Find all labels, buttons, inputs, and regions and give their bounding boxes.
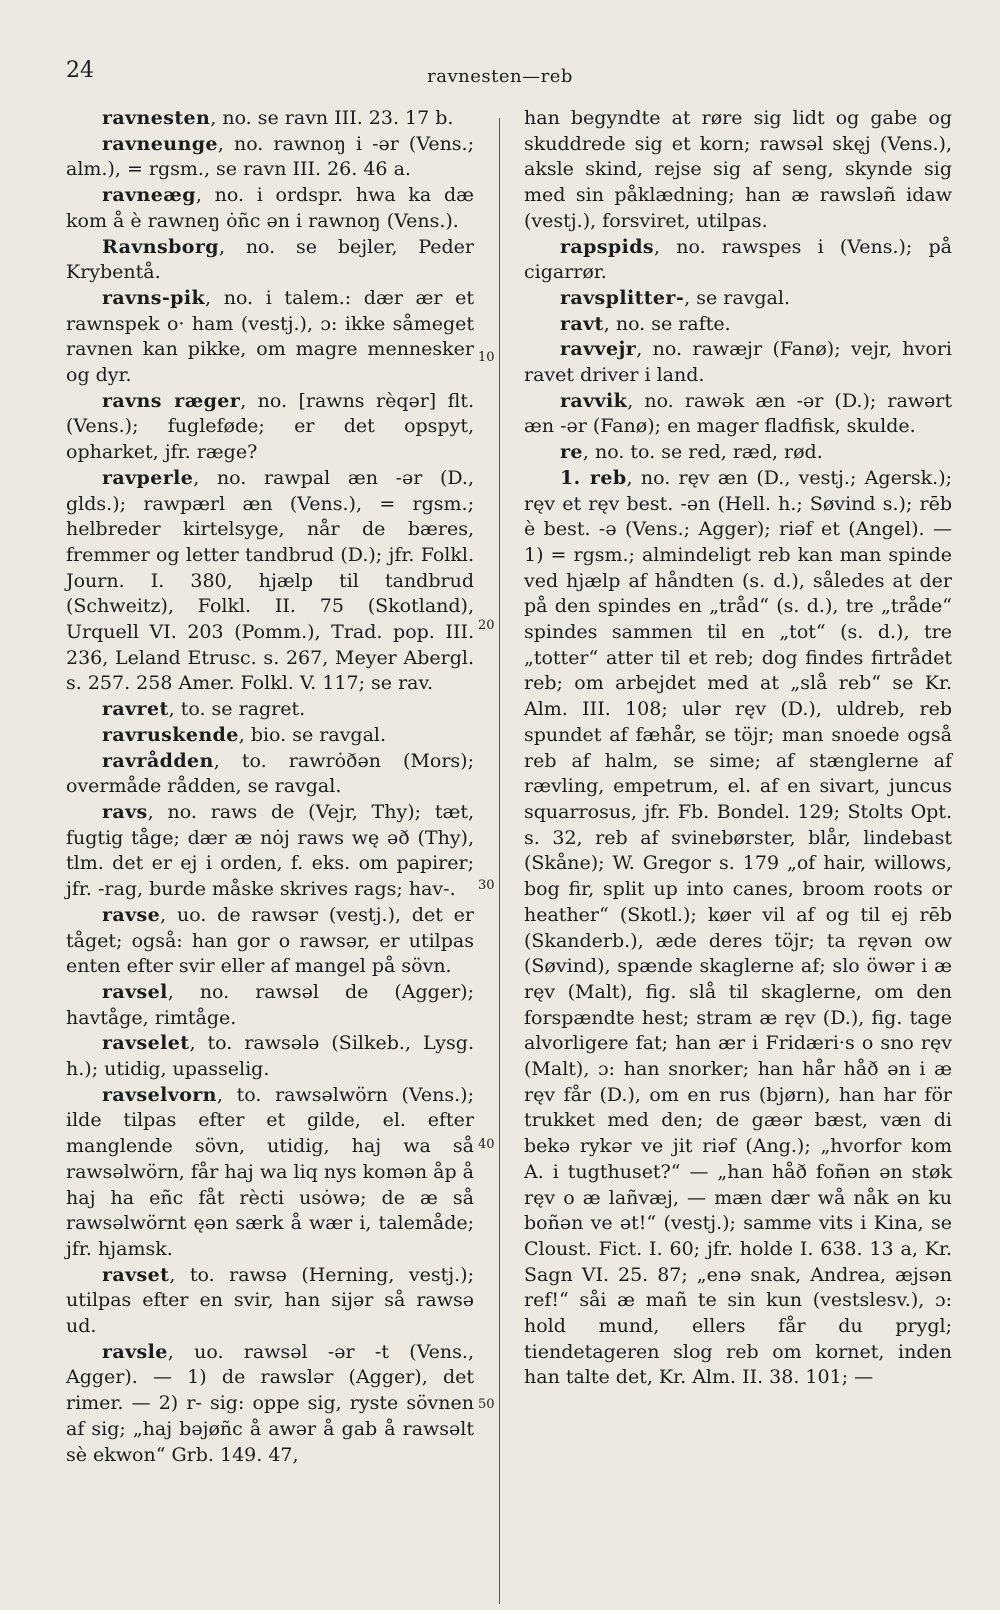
entry-ravse [66, 903, 474, 980]
headword: ravnesten [102, 107, 211, 129]
entry-text: , uo. rawsəl -ər -t (Vens., Agger). — 1) de rawslər (Agger), det rimer. — 2) r- sig: oppe sig, ryste sövnen af sig; „haj bəjøñc å awər å gab å rawsəlt sè ekwon“ Grb. 149. 47, [66, 1340, 474, 1466]
entry-text: , to. rawsələ (Silkeb., Lysg. h.); utidig, upasselig. [66, 1032, 474, 1081]
entry-text: , bio. se ravgal. [238, 723, 387, 746]
entry-text: , to. se ragret. [168, 698, 306, 721]
headword: ravneæg [102, 184, 196, 207]
entry-ravnesten [66, 106, 474, 132]
headword: ravns-pik [102, 286, 206, 309]
entry-text: , no. rawək æn -ər (D.); rawərt æn -ər (Fanø); en mager fladfisk, skulde. [524, 389, 952, 438]
page-number: 24 [66, 58, 94, 83]
line-number-20: 20 [478, 618, 495, 633]
entry-text: , no. i ordspr. hwa ka dæ kom å è rawneŋ ȯñc ən i rawnoŋ (Vens.). [66, 184, 474, 232]
right-column [524, 106, 952, 1391]
entry-text: , no. rawpal æn -ər (D., glds.); rawpærl æn (Vens.), = rgsm.; helbreder kirtelsyge, når de bæres, fremmer og letter tandbrud (D.); jfr. Folkl. Journ. I. 380, hjælp til tandbrud (Schweitz), Folkl. II. 75 (Skotland), Urquell VI. 203 (Pomm.), Trad. pop. III. 236, Leland Etrusc. s. 267, Meyer Abergl. s. 257. 258 Amer. Folkl. V. 117; se rav. [66, 466, 474, 695]
entry-ravsle [66, 1340, 474, 1469]
headword: Ravnsborg [102, 235, 219, 258]
headword: ravset [102, 1263, 170, 1286]
headword: ravselet [102, 1032, 190, 1055]
headword: ravselvorn [102, 1083, 217, 1106]
entry-ravneaeg [66, 183, 474, 234]
entry-text: , no. raws de (Vejr, Thy); tæt, fugtig tåge; dær æ nȯj raws wę əð (Thy), tlm. det er ej i orden, f. eks. om papirer; jfr. -rag, burde måske skrives rags; hav-. [66, 800, 474, 901]
headword: ravvik [560, 389, 628, 412]
entry-text: han begyndte at røre sig lidt og gabe og skuddrede sig et korn; rawsəl skęj (Vens.), aksle skind, rejse sig af seng, skynde sig med sin påklædning; han æ rawsləñ idaw (vestj.), forsviret, utilpas. [524, 107, 952, 232]
entry-rapspids [524, 235, 952, 286]
entry-re [524, 440, 952, 466]
headword: 1. reb [560, 466, 627, 489]
headword: ravret [102, 698, 169, 721]
entry-ravneunge [66, 132, 474, 183]
entry-ravselet [66, 1031, 474, 1082]
entry-text: , no. rawæjr (Fanø); vejr, hvori ravet driver i land. [524, 338, 952, 387]
headword: ravneunge [102, 132, 218, 155]
entry-text: , no. ręv æn (D., vestj.; Agersk.); ręv et ręv best. -ən (Hell. h.; Søvind s.); rēb è best. -ə (Vens.; Agger); riəf et (Angel). — 1) = rgsm.; almindeligt reb kan man spinde ved hjælp af håndten (s. d.), således at der på den spindes en „tråd“ (s. d.), tre „tråde“ spindes sammen til en „tot“ (s. d.), tre „totter“ atter til et reb; dog findes firtrådet reb; om arbejdet med at „slå reb“ se Kr. Alm. III. 108; ulər ręv (D.), uldreb, reb spundet af fæhår, se töjr; man snoede også reb af halm, se sime; af stænglerne af rævling, empetrum, el. af en sivart, juncus squarrosus, jfr. Fb. Bondel. 129; Stolts Opt. s. 32, reb af svinebørster, blår, lindebast (Skåne); W. Gregor s. 179 „of hair, willows, bog fir, split up into canes, broom roots or heather“ (Skotl.); køer vil af og til ej rēb (Skanderb.), æde deres töjr; ta ręvən ow (Søvind), spænde skaglerne af; slo öwər i æ ręv (Malt), fig. slå til skaglerne, om den forspændte hest; stram æ ręv (D.), fig. tage alvorligere fat; han ær i Fridæri·s o sno ręv (Malt), ɔ: han snorker; han hår håð ən i æ ręv får (D.), om en rus (bjørn), han har för trukket med den; de gæər bæst, væn di bekə rykər ve jit riəf (Ang.); „hvorfor kom A. i tugthuset?“ — „han håð foñən ən støk ręv o æ lañvæj, — mæn dær wå nåk ən ku boñən ve ət!“ (vestj.); samme vits i Kina, se Cloust. Fict. I. 60; jfr. holde I. 638. 13 a, Kr. Sagn VI. 25. 87; „enə snak, Andrea, æjsən ref!“ såi æ mañ te sin kun (vestslesv.), ɔ: hold mund, ellers får du prygl; tiendetageren slog reb om kornet, inden han talte det, Kr. Alm. II. 38. 101; — [524, 466, 953, 1389]
headword: ravs [102, 800, 148, 823]
entry-ravperle [66, 466, 474, 697]
headword: ravt [560, 312, 604, 335]
entry-text: , no. rawspes i (Vens.); på cigarrør. [524, 235, 952, 284]
headword: rapspids [560, 235, 654, 258]
line-number-30: 30 [478, 878, 495, 893]
entry-ravret [66, 697, 474, 723]
entry-ravvejr [524, 337, 952, 388]
column-rule [499, 118, 500, 1604]
entry-ravs [66, 800, 474, 903]
entry-text: , no. se bejler, Peder Krybentå. [66, 235, 474, 284]
running-head: ravnesten—reb [427, 66, 573, 87]
entry-ravns-raeger [66, 389, 474, 466]
line-number-10: 10 [478, 350, 495, 365]
entry-ravsel [66, 980, 474, 1031]
entry-ravt [524, 312, 952, 338]
entry-ravradden [66, 749, 474, 800]
entry-text: , no. se rafte. [603, 312, 731, 335]
entry-text: , no. [rawns rèqər] flt. (Vens.); fugleføde; er det opspyt, opharket, jfr. ræge? [66, 389, 474, 464]
entry-text: , to. rawsə (Herning, vestj.); utilpas efter en svir, han sijər så rawsə ud. [66, 1263, 474, 1338]
entry-text: , no. to. se red, ræd, rød. [582, 441, 823, 464]
entry-text: , no. i talem.: dær ær et rawnspek o· ham (vestj.), ɔ: ikke såmeget ravnen kan pikke, om magre mennesker og dyr. [66, 286, 474, 387]
entry-reb [524, 466, 952, 1391]
headword: ravperle [102, 466, 194, 489]
entry-ravns-pik [66, 286, 474, 389]
entry-text: , uo. de rawsər (vestj.), det er tåget; også: han gor o rawsər, er utilpas enten efter svir eller af mangel på sövn. [66, 903, 474, 978]
line-number-40: 40 [478, 1137, 495, 1152]
headword: ravsplitter- [560, 286, 685, 309]
headword: ravrådden [102, 749, 214, 772]
entry-text: , se ravgal. [684, 286, 790, 309]
headword: ravvejr [560, 338, 637, 361]
headword: ravruskende [102, 723, 239, 746]
entry-text: , no. rawnoŋ i -ər (Vens.; alm.), = rgsm., se ravn III. 26. 46 a. [66, 132, 474, 181]
left-column [66, 106, 474, 1468]
headword: ravsel [102, 980, 168, 1003]
entry-text: , no. se ravn III. 23. 17 b. [210, 107, 454, 129]
entry-ravset [66, 1263, 474, 1340]
headword: ravse [102, 903, 161, 926]
entry-ravsplitter [524, 286, 952, 312]
headword: re [560, 441, 583, 464]
entry-ravnsborg [66, 235, 474, 286]
entry-text: , to. rawrȯðən (Mors); overmåde rådden, se ravgal. [66, 749, 474, 798]
headword: ravns ræger [102, 389, 241, 412]
entry-text: , to. rawsəlwörn (Vens.); ilde tilpas efter et gilde, el. efter manglende sövn, utidig, haj wa så rawsəlwörn, får haj wa liq nys komən åp å haj ha eñc fåt rècti usȯwə; de æ så rawsəlwörnt ęən særk å wær i, talemåde; jfr. hjamsk. [66, 1083, 474, 1260]
entry-text: , no. rawsəl de (Agger); havtåge, rimtåge. [66, 980, 474, 1029]
entry-ravsle-continued [524, 106, 952, 235]
entry-ravselvorn [66, 1083, 474, 1263]
line-number-50: 50 [478, 1397, 495, 1412]
entry-ravvik [524, 389, 952, 440]
headword: ravsle [102, 1340, 168, 1363]
entry-ravruskende [66, 723, 474, 749]
